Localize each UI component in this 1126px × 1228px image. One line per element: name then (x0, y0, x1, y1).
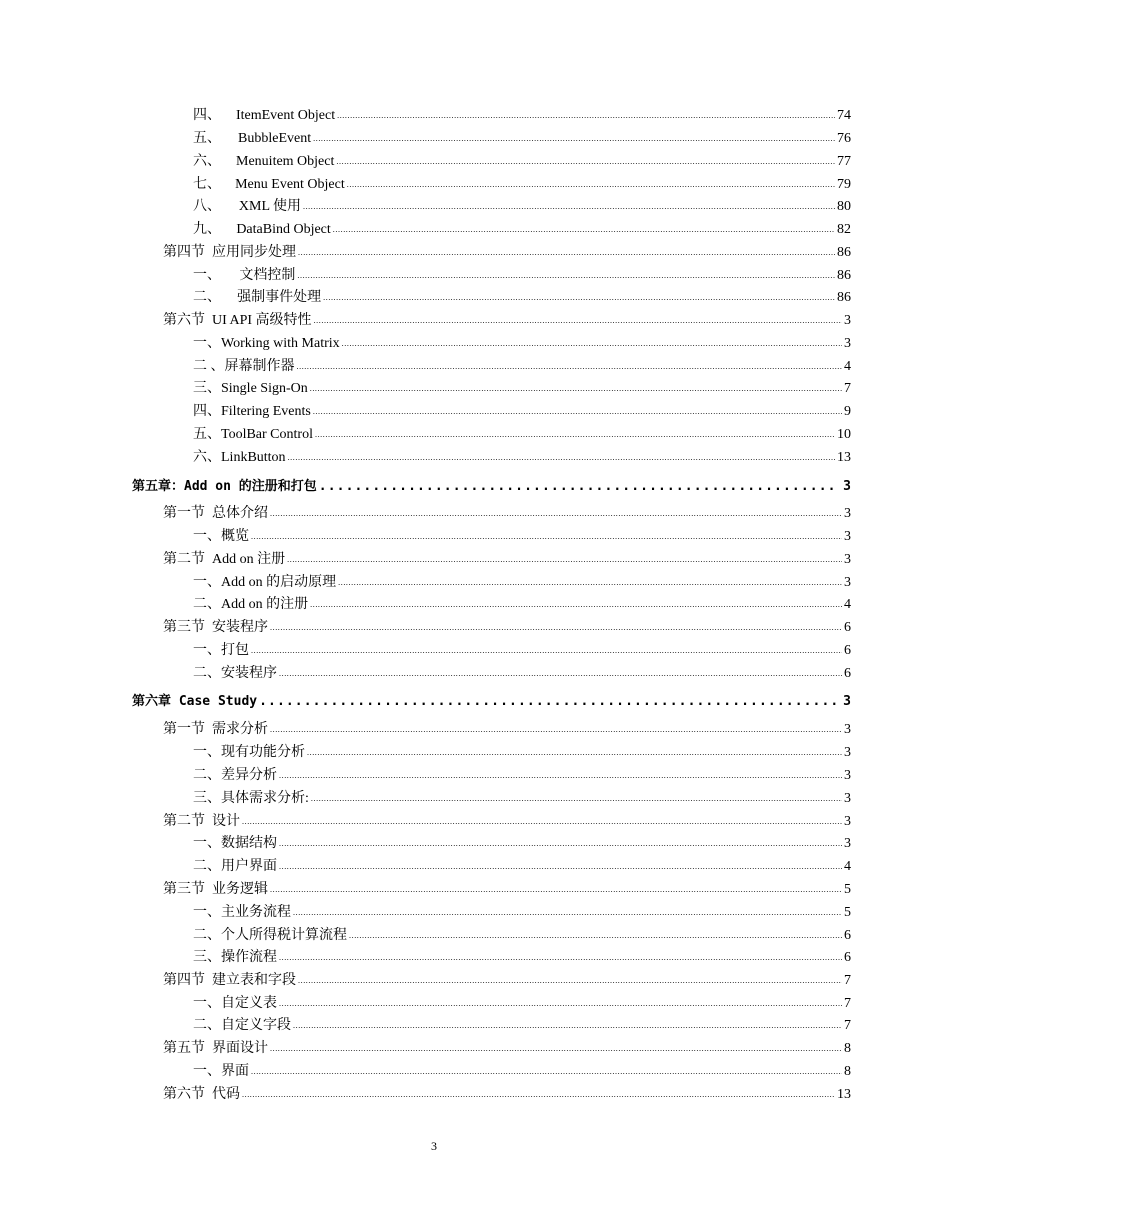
toc-entry-page: 6 (844, 666, 851, 681)
toc-leader (338, 572, 842, 594)
toc-entry-page: 3 (844, 506, 851, 521)
toc-section[interactable] (163, 310, 851, 332)
toc-leader (315, 424, 835, 446)
toc-leader (323, 287, 835, 309)
toc-entry-title: Menuitem Object (236, 154, 335, 169)
toc-leader (279, 993, 842, 1015)
toc-entry[interactable] (193, 1061, 851, 1083)
toc-leader (298, 242, 835, 264)
toc-entry-number: 八、 (193, 199, 221, 214)
toc-entry-number: 一、 (193, 268, 221, 283)
toc-entry-page: 7 (844, 381, 851, 396)
toc-entry-page: 86 (837, 245, 851, 260)
toc-entry[interactable] (193, 1015, 851, 1037)
toc-entry-page: 8 (844, 1041, 851, 1056)
toc-entry-number: 六、 (193, 154, 221, 169)
toc-leader (288, 447, 835, 469)
toc-entry-title: 六、LinkButton (193, 450, 286, 465)
toc-entry-title: 一、打包 (193, 643, 249, 658)
toc-leader (270, 1038, 842, 1060)
toc-entry-page: 3 (844, 529, 851, 544)
toc-leader (270, 719, 842, 741)
toc-entry-title: 第四节 应用同步处理 (163, 245, 296, 260)
toc-entry-title: 三、具体需求分析: (193, 791, 309, 806)
toc-entry-title: 二、用户界面 (193, 859, 277, 874)
toc-section[interactable] (163, 1084, 851, 1106)
toc-entry-title: 一、现有功能分析 (193, 745, 305, 760)
toc-leader (303, 196, 835, 218)
toc-entry-title: 文档控制 (239, 268, 296, 283)
toc-leader (297, 356, 843, 378)
toc-leader (336, 151, 835, 173)
toc-entry-title: 第六节 代码 (163, 1087, 240, 1102)
toc-entry[interactable] (193, 356, 851, 378)
toc-chapter-title: 第六章 Case Study (132, 694, 258, 709)
toc-entry[interactable] (193, 902, 851, 924)
toc-entry[interactable] (193, 219, 851, 241)
toc-section[interactable] (163, 617, 851, 639)
toc-section[interactable] (163, 1038, 851, 1060)
toc-entry-page: 3 (843, 694, 851, 709)
toc-entry[interactable] (193, 640, 851, 662)
toc-entry-page: 6 (844, 643, 851, 658)
toc-leader (259, 691, 841, 713)
toc-section[interactable] (163, 549, 851, 571)
toc-entry-title: 第三节 业务逻辑 (163, 882, 268, 897)
toc-entry[interactable] (193, 105, 851, 127)
toc-entry-page: 3 (843, 479, 851, 494)
toc-entry-title: 二 、屏幕制作器 (193, 359, 295, 374)
toc-section[interactable] (163, 970, 851, 992)
toc-entry[interactable] (193, 128, 851, 150)
toc-leader (251, 640, 842, 662)
toc-entry-title: 一、概览 (193, 529, 249, 544)
toc-chapter-title: 第五章：Add on 的注册和打包 (132, 479, 317, 494)
toc-entry[interactable] (193, 788, 851, 810)
page-number: 3 (431, 1139, 437, 1153)
toc-entry-page: 86 (837, 290, 851, 305)
toc-entry-page: 3 (844, 552, 851, 567)
toc-entry-title: 第二节 Add on 注册 (163, 552, 286, 567)
toc-entry-title: 一、主业务流程 (193, 905, 291, 920)
toc-entry-page: 9 (844, 404, 851, 419)
toc-entry-title: 第一节 需求分析 (163, 722, 268, 737)
toc-entry-number: 五、 (193, 131, 221, 146)
toc-entry-page: 74 (837, 108, 851, 123)
toc-entry-page: 8 (844, 1064, 851, 1079)
toc-entry[interactable] (193, 663, 851, 685)
toc-entry-title: 强制事件处理 (237, 290, 322, 305)
toc-leader (270, 617, 842, 639)
toc-entry-title: 一、Add on 的启动原理 (193, 575, 337, 590)
toc-entry-page: 80 (837, 199, 851, 214)
toc-entry[interactable] (193, 287, 851, 309)
toc-entry-title: Menu Event Object (235, 177, 345, 192)
toc-entry[interactable] (193, 333, 851, 355)
toc-entry-title: 一、数据结构 (193, 836, 277, 851)
toc-leader (333, 219, 835, 241)
toc-entry-title: 三、操作流程 (193, 950, 277, 965)
toc-entry-title: 三、Single Sign-On (193, 381, 308, 396)
toc-leader (279, 833, 842, 855)
toc-entry[interactable] (193, 196, 851, 218)
toc-entry-title: DataBind Object (236, 222, 331, 237)
toc-leader (297, 265, 835, 287)
toc-section[interactable] (163, 811, 851, 833)
toc-entry-page: 86 (837, 268, 851, 283)
toc-leader (347, 174, 835, 196)
toc-entry[interactable] (193, 925, 851, 947)
toc-leader (298, 970, 842, 992)
toc-chapter[interactable] (132, 691, 851, 713)
toc-entry[interactable] (193, 594, 851, 616)
toc-entry-title: 第五节 界面设计 (163, 1041, 268, 1056)
toc-leader (310, 378, 842, 400)
toc-entry-page: 3 (844, 336, 851, 351)
toc-entry-page: 4 (844, 859, 851, 874)
toc-entry-page: 3 (844, 836, 851, 851)
toc-entry-page: 7 (844, 1018, 851, 1033)
toc-entry-page: 13 (837, 450, 851, 465)
toc-entry[interactable] (193, 401, 851, 423)
toc-entry-page: 6 (844, 950, 851, 965)
toc-entry-title: 第一节 总体介绍 (163, 506, 268, 521)
toc-entry-page: 10 (837, 427, 851, 442)
toc-entry-title: 二、Add on 的注册 (193, 597, 309, 612)
toc-leader (293, 902, 842, 924)
toc-entry-page: 3 (844, 745, 851, 760)
toc-leader (349, 925, 842, 947)
toc-entry-page: 79 (837, 177, 851, 192)
toc-entry[interactable] (193, 378, 851, 400)
toc-leader (310, 594, 842, 616)
toc-leader (314, 310, 842, 332)
toc-leader (279, 663, 842, 685)
toc-entry[interactable] (193, 265, 851, 287)
toc-entry-title: 一、Working with Matrix (193, 336, 340, 351)
toc-leader (287, 549, 842, 571)
toc-entry[interactable] (193, 833, 851, 855)
toc-section[interactable] (163, 879, 851, 901)
toc-entry-page: 3 (844, 575, 851, 590)
toc-entry-title: 二、安装程序 (193, 666, 277, 681)
toc-leader (270, 879, 842, 901)
toc-entry[interactable] (193, 424, 851, 446)
toc-entry[interactable] (193, 526, 851, 548)
toc-entry-page: 3 (844, 313, 851, 328)
toc-leader (279, 765, 842, 787)
toc-entry-number: 二、 (193, 290, 221, 305)
toc-entry[interactable] (193, 765, 851, 787)
toc-entry-page: 4 (844, 359, 851, 374)
toc-entry-title: BubbleEvent (238, 131, 312, 146)
toc-entry[interactable] (193, 174, 851, 196)
toc-entry-title: 第四节 建立表和字段 (163, 973, 296, 988)
toc-section[interactable] (163, 242, 851, 264)
toc-leader (242, 1084, 835, 1106)
toc-leader (313, 401, 842, 423)
toc-entry[interactable] (193, 447, 851, 469)
toc-entry-number: 七、 (193, 177, 221, 192)
toc-leader (313, 128, 835, 150)
toc-entry-page: 76 (837, 131, 851, 146)
toc-entry-page: 6 (844, 620, 851, 635)
toc-entry-page: 3 (844, 791, 851, 806)
toc-section[interactable] (163, 503, 851, 525)
toc-leader (293, 1015, 842, 1037)
toc-entry-page: 7 (844, 973, 851, 988)
toc-entry-title: XML 使用 (238, 199, 301, 214)
toc-leader (311, 788, 842, 810)
toc-section[interactable] (163, 719, 851, 741)
toc-leader (251, 1061, 842, 1083)
toc-entry-page: 77 (837, 154, 851, 169)
toc-entry-page: 13 (837, 1087, 851, 1102)
toc-entry-page: 82 (837, 222, 851, 237)
toc-entry-page: 3 (844, 722, 851, 737)
toc-entry-page: 5 (844, 905, 851, 920)
toc-leader (242, 811, 842, 833)
toc-chapter[interactable] (132, 476, 851, 498)
toc-entry-title: 一、界面 (193, 1064, 249, 1079)
toc-entry-page: 3 (844, 814, 851, 829)
toc-leader (270, 503, 842, 525)
toc-entry[interactable] (193, 151, 851, 173)
toc-entry[interactable] (193, 572, 851, 594)
toc-entry-title: ItemEvent Object (235, 108, 336, 123)
toc-entry-title: 五、ToolBar Control (193, 427, 313, 442)
toc-entry-title: 第三节 安装程序 (163, 620, 268, 635)
toc-entry[interactable] (193, 993, 851, 1015)
toc-entry-page: 5 (844, 882, 851, 897)
toc-leader (279, 856, 842, 878)
toc-entry-title: 二、自定义字段 (193, 1018, 291, 1033)
toc-leader (342, 333, 842, 355)
toc-entry-title: 第二节 设计 (163, 814, 240, 829)
toc-entry-page: 4 (844, 597, 851, 612)
toc-leader (319, 476, 835, 498)
toc-entry-title: 二、差异分析 (193, 768, 277, 783)
toc-entry-title: 二、个人所得税计算流程 (193, 928, 347, 943)
toc-leader (251, 526, 842, 548)
toc-entry[interactable] (193, 856, 851, 878)
toc-entry[interactable] (193, 947, 851, 969)
toc-entry-title: 四、Filtering Events (193, 404, 311, 419)
toc-entry-number: 九、 (193, 222, 221, 237)
toc-entry-page: 7 (844, 996, 851, 1011)
toc-leader (279, 947, 842, 969)
toc-entry-number: 四、 (193, 108, 221, 123)
toc-leader (307, 742, 842, 764)
toc-entry[interactable] (193, 742, 851, 764)
toc-entry-page: 6 (844, 928, 851, 943)
toc-entry-title: 第六节 UI API 高级特性 (163, 313, 312, 328)
toc-leader (337, 105, 835, 127)
toc-entry-page: 3 (844, 768, 851, 783)
toc-entry-title: 一、自定义表 (193, 996, 277, 1011)
